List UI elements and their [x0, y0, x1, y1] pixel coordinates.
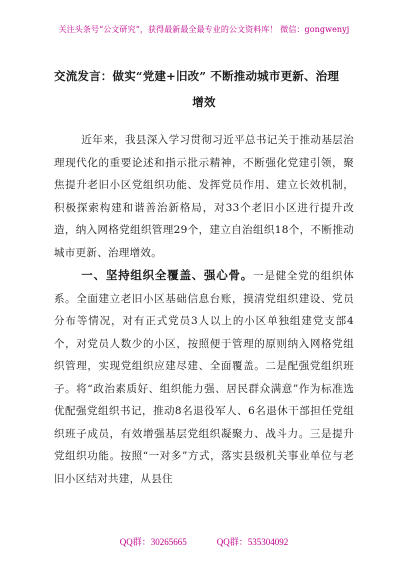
footer-contacts [0, 535, 408, 548]
section-1-paragraph [54, 264, 354, 490]
section-1-heading: 一、坚持组织全覆盖、强心骨。 [81, 268, 254, 282]
title-line-2: 增效 [192, 95, 216, 109]
section-1-text: 一是健全党的组织体系。全面建立老旧小区基础信息台账，摸清党组织建设、党员分布等情况，对有正式党员3人以上的小区单独组建党支部4个，对党员人数少的小区，按照便于管理的原则纳入网格党组织管理，实现党组织应建尽建、全面覆盖。二是配强党组织班子。将“政治素质好、组织能力强、居民群众满意”作为标准选优配强党组织书记，推动8名退役军人、6名退休干部担任党组织班子成员，有效增强基层党组织凝聚力、战斗力。三是提升党组织功能。按照“一对多”方式，落实县级机关事业单位与老旧小区结对共建，从县住 [54, 270, 355, 485]
intro-paragraph: 近年来，我县深入学习贯彻习近平总书记关于推动基层治理现代化的重要论述和指示批示精神，不断强化党建引领，聚焦提升老旧小区党组织功能、发挥党员作用、建立长效机制，积极探索构建和谐善治新格局，对33个老旧小区进行提升改造，纳入网格党组织管理29个，建立自治组织18个，不断推动城市更新、治理增效。 [54, 134, 354, 259]
document-title [54, 63, 354, 115]
footer-qq-group-2: QQ群：535304092 [216, 537, 289, 547]
title-line-1: 交流发言：做实“党建+旧改” 不断推动城市更新、治理 [54, 69, 340, 83]
footer-qq-group-1: QQ群：30265665 [119, 537, 187, 547]
promo-banner: 关注头条号“公文研究”，获得最新最全最专业的公文资料库！ 微信：gongwenyj [58, 25, 350, 34]
document-body [54, 129, 354, 490]
